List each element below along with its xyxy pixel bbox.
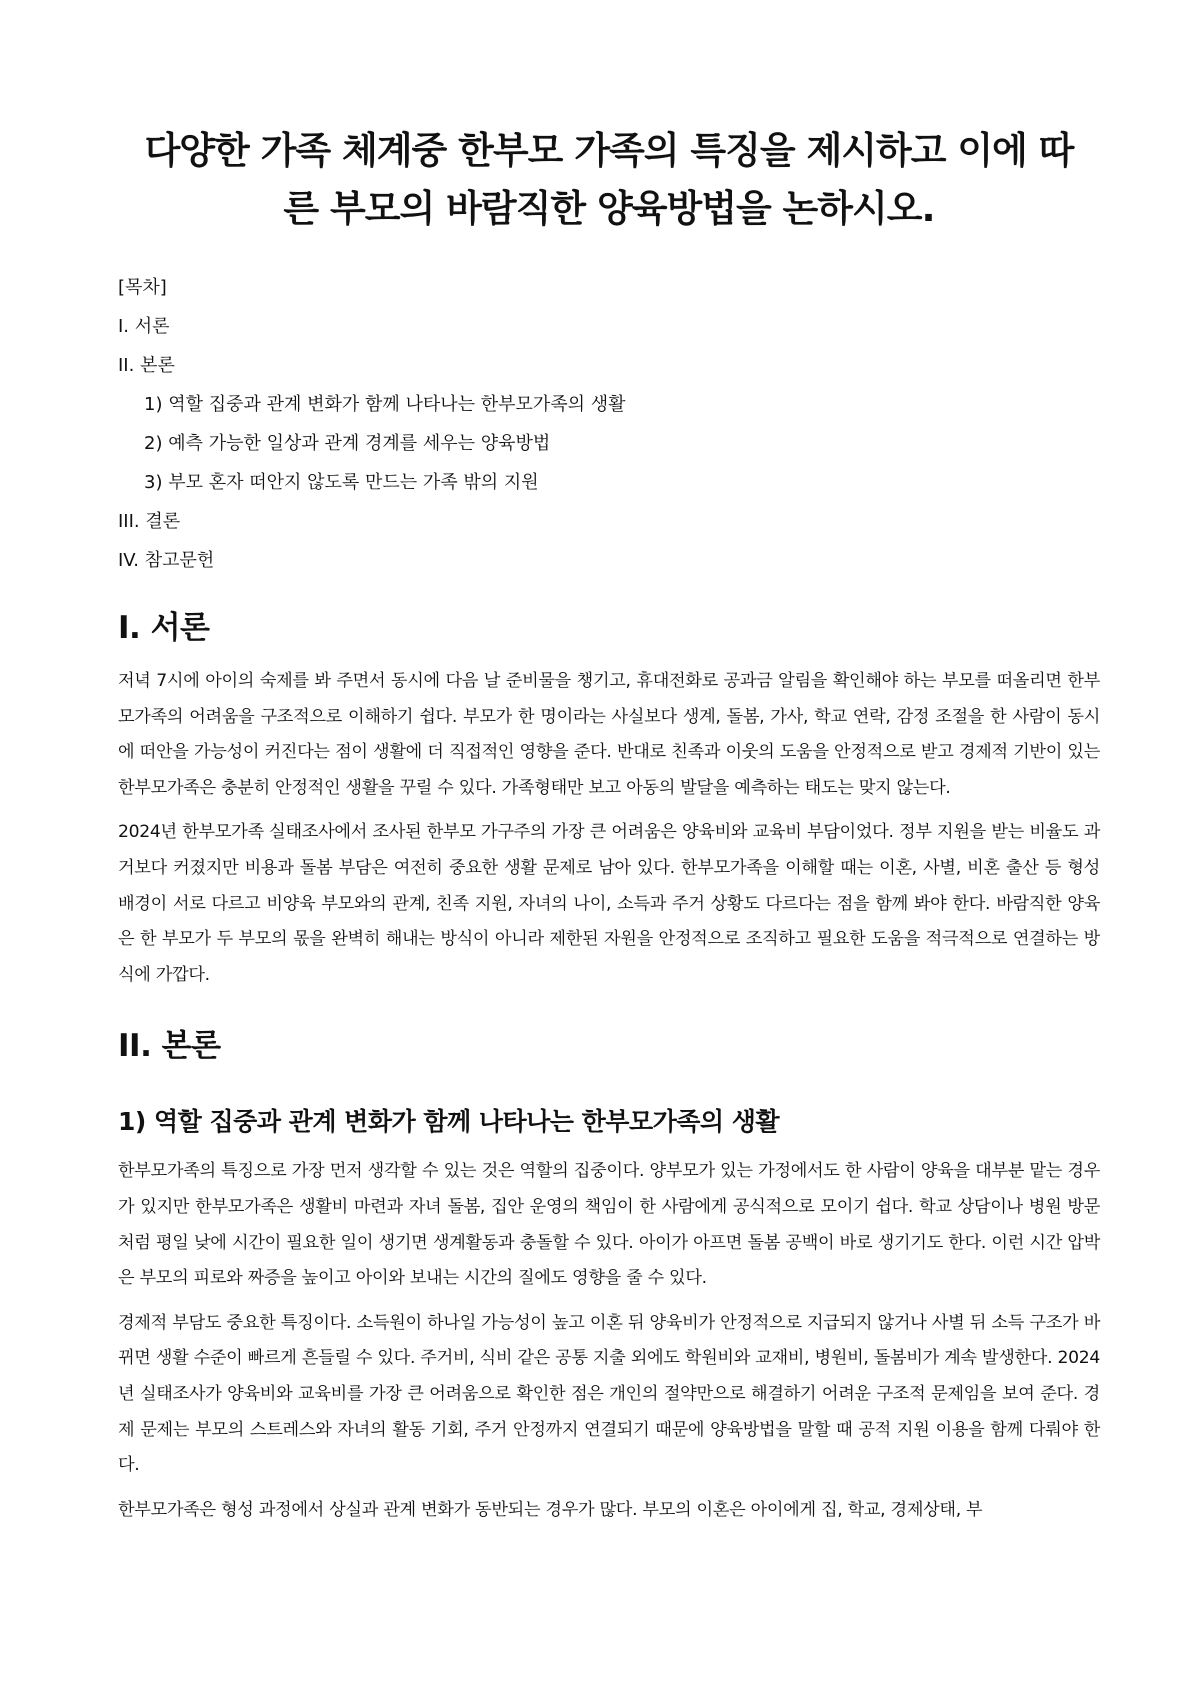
toc-item-body: II. 본론 (118, 355, 175, 376)
toc-heading: [목차] (118, 277, 167, 298)
toc-item-references: IV. 참고문헌 (118, 550, 215, 571)
intro-heading: I. 서론 (118, 610, 210, 646)
intro-paragraph: 저녁 7시에 아이의 숙제를 봐 주면서 동시에 다음 날 준비물을 챙기고, 휴대전화로 공과금 알림을 확인해야 하는 부모를 떠올리면 한부모가족의 어려움을 구조적으로 이해하기 쉽다. 부모가 한 명이라는 사실보다 생계, 돌봄, 가사, 학교 연락, 감정 조절을 한 사람이 동시에 떠안을 가능성이 커진다는 점이 생활에 더 직접적인 영향을 준다. 반대로 친족과 이웃의 도움을 안정적으로 받고 경제적 기반이 있는 한부모가족은 충분히 안정적인 생활을 꾸릴 수 있다. 가족형태만 보고 아동의 발달을 예측하는 태도는 맞지 않는다. (118, 671, 1100, 798)
body-paragraph: 한부모가족은 형성 과정에서 상실과 관계 변화가 동반되는 경우가 많다. 부모의 이혼은 아이에게 집, 학교, 경제상태, 부 (118, 1499, 983, 1520)
toc-item-body-2: 2) 예측 가능한 일상과 관계 경계를 세우는 양육방법 (144, 433, 551, 454)
table-of-contents (118, 268, 1100, 580)
toc-item-body-3: 3) 부모 혼자 떠안지 않도록 만드는 가족 밖의 지원 (144, 472, 539, 493)
subsection-heading: 1) 역할 집중과 관계 변화가 함께 나타나는 한부모가족의 생활 (118, 1107, 780, 1137)
body-paragraph: 경제적 부담도 중요한 특징이다. 소득원이 하나일 가능성이 높고 이혼 뒤 양육비가 안정적으로 지급되지 않거나 사별 뒤 소득 구조가 바뀌면 생활 수준이 빠르게 흔들릴 수 있다. 주거비, 식비 같은 공통 지출 외에도 학원비와 교재비, 병원비, 돌봄비가 계속 발생한다. 2024년 실태조사가 양육비와 교육비를 가장 큰 어려움으로 확인한 점은 개인의 절약만으로 해결하기 어려운 구조적 문제임을 보여 준다. 경제 문제는 부모의 스트레스와 자녀의 활동 기회, 주거 안정까지 연결되기 때문에 양육방법을 말할 때 공적 지원 이용을 함께 다뤄야 한다. (118, 1312, 1100, 1476)
document-title: 다양한 가족 체계중 한부모 가족의 특징을 제시하고 이에 따른 부모의 바람직한 양육방법을 논하시오. (144, 129, 1074, 230)
toc-item-conclusion: III. 결론 (118, 511, 181, 532)
body-heading: II. 본론 (118, 1028, 221, 1065)
body-section (118, 1024, 1100, 1528)
toc-item-body-1: 1) 역할 집중과 관계 변화가 함께 나타나는 한부모가족의 생활 (144, 394, 626, 415)
intro-section (118, 606, 1100, 993)
toc-item-intro: I. 서론 (118, 316, 170, 337)
body-paragraph: 한부모가족의 특징으로 가장 먼저 생각할 수 있는 것은 역할의 집중이다. 양부모가 있는 가정에서도 한 사람이 양육을 대부분 맡는 경우가 있지만 한부모가족은 생활비 마련과 자녀 돌봄, 집안 운영의 책임이 한 사람에게 공식적으로 모이기 쉽다. 학교 상담이나 병원 방문처럼 평일 낮에 시간이 필요한 일이 생기면 생계활동과 충돌할 수 있다. 아이가 아프면 돌봄 공백이 바로 생기기도 한다. 이런 시간 압박은 부모의 피로와 짜증을 높이고 아이와 보내는 시간의 질에도 영향을 줄 수 있다. (118, 1161, 1100, 1289)
intro-paragraph: 2024년 한부모가족 실태조사에서 조사된 한부모 가구주의 가장 큰 어려움은 양육비와 교육비 부담이었다. 정부 지원을 받는 비율도 과거보다 커졌지만 비용과 돌봄 부담은 여전히 중요한 생활 문제로 남아 있다. 한부모가족을 이해할 때는 이혼, 사별, 비혼 출산 등 형성 배경이 서로 다르고 비양육 부모와의 관계, 친족 지원, 자녀의 나이, 소득과 주거 상황도 다르다는 점을 함께 봐야 한다. 바람직한 양육은 한 부모가 두 부모의 몫을 완벽히 해내는 방식이 아니라 제한된 자원을 안정적으로 조직하고 필요한 도움을 적극적으로 연결하는 방식에 가깝다. (118, 822, 1100, 985)
section-spacer (118, 1002, 1100, 1024)
